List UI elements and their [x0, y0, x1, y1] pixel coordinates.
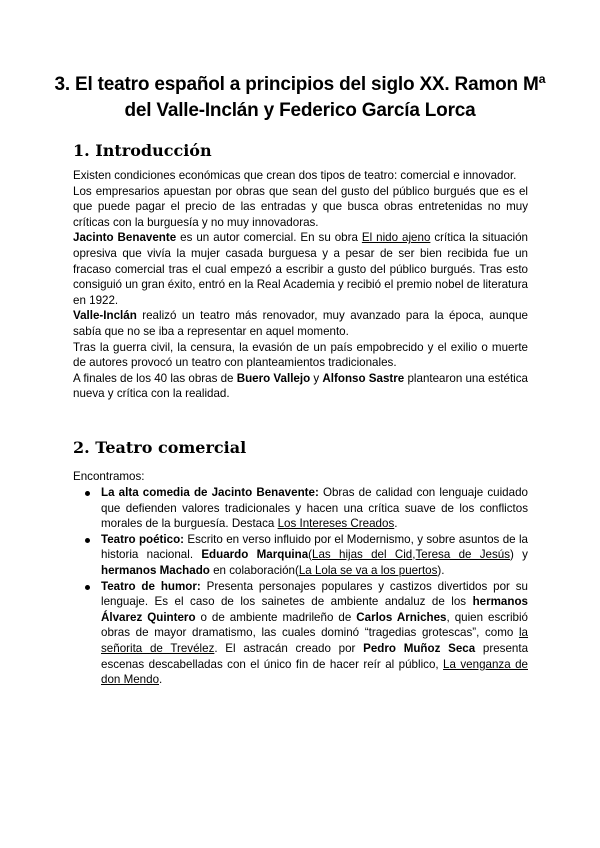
list-item: Teatro poético: Escrito en verso influido por el Modernismo, y sobre asuntos de la historia nacional. Eduardo Marquina(Las hijas del Cid,Teresa de Jesús) y hermanos Machado en colaboración(La Lola se va a los puertos).: [73, 532, 528, 579]
title-line-2: del Valle-Inclán y Federico García Lorca: [124, 100, 476, 121]
item-label: La alta comedia de Jacinto Benavente:: [101, 486, 319, 499]
title-line-1: 3. El teatro español a principios del siglo XX. Ramon Mª: [54, 74, 546, 95]
author-name: Valle-Inclán: [73, 309, 137, 323]
work-title: El nido ajeno: [361, 231, 431, 245]
list-intro-text: Encontramos:: [73, 470, 145, 483]
work-title: Los Intereses Creados: [277, 517, 395, 531]
author-name: Eduardo Marquina: [201, 548, 309, 562]
intro-paragraph: Tras la guerra civil, la censura, la evasión de un país empobrecido y el exilio o muerte de autores provocó un teatro con planteamientos tradicionales.: [73, 340, 528, 370]
section-heading-teatro-comercial: 2. Teatro comercial: [73, 438, 247, 457]
author-name: hermanos Álvarez Quintero: [101, 595, 528, 624]
section-heading-introduccion: 1. Introducción: [73, 141, 212, 160]
author-name: Carlos Arniches: [356, 610, 447, 624]
item-label: Teatro de humor:: [101, 579, 201, 593]
work-title: Teresa de Jesús: [415, 548, 511, 562]
bullet-icon: [85, 538, 90, 543]
bullet-icon: [85, 491, 90, 496]
teatro-comercial-list: [73, 485, 528, 688]
work-title: La Lola se va a los puertos: [298, 563, 438, 577]
author-name: Alfonso Sastre: [322, 371, 405, 385]
intro-paragraph: Los empresarios apuestan por obras que sean del gusto del público burgués que es el que puede pagar el precio de las entradas y que busca obras entretenidas no muy críticas con la burguesía y no muy innovadoras.: [73, 184, 528, 229]
author-name: Buero Vallejo: [236, 371, 311, 385]
page-title: [40, 72, 560, 124]
intro-paragraph: Jacinto Benavente es un autor comercial. En su obra El nido ajeno crítica la situación opresiva que vivía la mujer casada burguesa y a pesar de ser bien recibida fue un fracaso comercial tras el cual empezó a escribir a gusto del público burgués. Tras esto consiguió un gran éxito, entró en la Real Academia y recibió el premio nobel de literatura en 1922.: [73, 231, 528, 307]
work-title: La venganza de don Mendo: [101, 657, 528, 687]
author-name: Pedro Muñoz Seca: [363, 641, 476, 655]
bullet-icon: [85, 585, 90, 590]
list-item: La alta comedia de Jacinto Benavente: Obras de calidad con lenguaje cuidado que defienden valores tradicionales y hacen una crítica suave de los conflictos morales de la burguesía. Destaca Los Intereses Creados.: [73, 485, 528, 532]
author-name: Jacinto Benavente: [73, 231, 177, 245]
intro-paragraph: Valle-Inclán realizó un teatro más renovador, muy avanzado para la época, aunque sabía que no se iba a representar en aquel momento.: [73, 309, 528, 338]
intro-section-body: [73, 168, 528, 402]
list-item: Teatro de humor: Presenta personajes populares y castizos divertidos por su lenguaje. Es el caso de los sainetes de ambiente andaluz de los hermanos Álvarez Quintero o de ambiente madrileño de Carlos Arniches, quien escribió obras de mayor dramatismo, las cuales dominó “tragedias grotescas”, como la señorita de Trevélez. El astracán creado por Pedro Muñoz Seca presenta escenas descabelladas con el único fin de hacer reír al público, La venganza de don Mendo.: [73, 579, 528, 688]
work-title: Las hijas del Cid: [312, 548, 413, 562]
work-title: la señorita de Trevélez: [101, 626, 528, 655]
intro-paragraph: A finales de los 40 las obras de Buero Vallejo y Alfonso Sastre plantearon una estética nueva y crítica con la realidad.: [73, 371, 529, 401]
author-name: hermanos Machado: [101, 563, 210, 577]
intro-paragraph: Existen condiciones económicas que crean dos tipos de teatro: comercial e innovador.: [73, 169, 517, 182]
item-label: Teatro poético:: [101, 532, 185, 546]
